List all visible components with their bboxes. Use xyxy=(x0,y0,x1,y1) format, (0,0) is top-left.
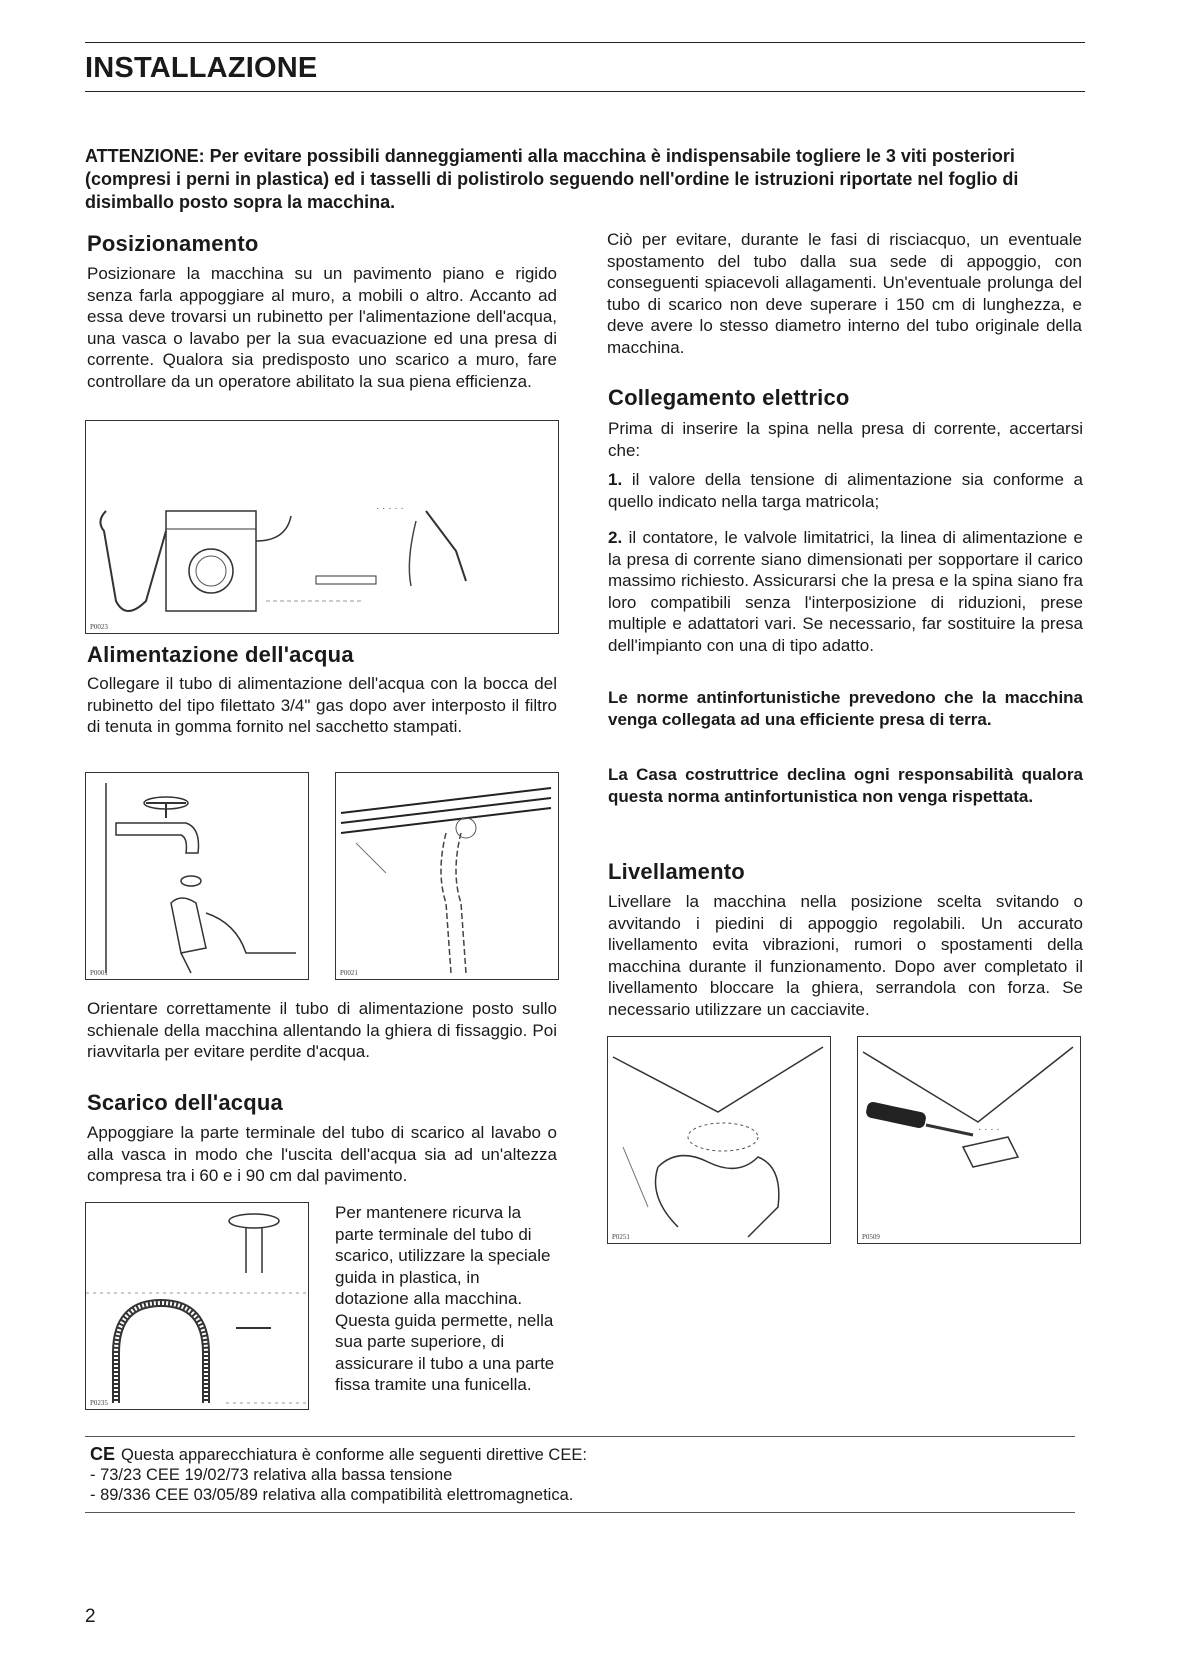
compliance-block xyxy=(90,1444,587,1505)
heading-livellamento: Livellamento xyxy=(608,859,745,884)
item2-text: il contatore, le valvole limitatrici, la linea di alimentazione e la presa di corrente siano dimensionati per sopportare il carico massimo richiesto. Assicurarsi che la presa e la spina siano fra loro compatibili senza l'interposizione di riduzioni, prese multiple e adattatori vari. Se necessario, far sostituire la presa dell'impianto con una di tipo adatto. xyxy=(608,528,1083,655)
text-alimentazione-2: Orientare correttamente il tubo di alimentazione posto sullo schienale della macchina allentando la ghiera di fissaggio. Poi riavvitarla per evitare perdite d'acqua. xyxy=(87,999,557,1061)
figure-hose-back xyxy=(335,772,559,980)
figure-code-2: P0001 xyxy=(90,969,108,977)
compliance-line-1 xyxy=(90,1444,587,1465)
compliance-top-rule xyxy=(85,1436,1075,1437)
text-responsabilita: La Casa costruttrice declina ogni responsabilità qualora questa norma antinfortunistica non venga rispettata. xyxy=(608,765,1083,806)
warning-text: ATTENZIONE: Per evitare possibili danneggiamenti alla macchina è indispensabile togliere le 3 viti posteriori (compresi i perni in plastica) ed i tasselli di polistirolo seguendo nell'ordine le istruzioni riportate nel foglio di disimballo posto sopra la macchina. xyxy=(85,146,1019,212)
text-scarico: Appoggiare la parte terminale del tubo di scarico al lavabo o alla vasca in modo che l'uscita dell'acqua sia ad un'altezza compresa tra i 60 e i 90 cm dal pavimento. xyxy=(87,1123,557,1185)
figure-code-3: P0021 xyxy=(340,969,358,977)
leveling-hand-illustration xyxy=(608,1037,830,1243)
washing-machine-illustration xyxy=(86,421,558,633)
figure-leveling-screwdriver xyxy=(857,1036,1081,1244)
figure-code-4: P0235 xyxy=(90,1399,108,1407)
figure-drain-hose xyxy=(85,1202,309,1410)
text-elettrico-item1 xyxy=(608,469,1083,512)
text-posizionamento: Posizionare la macchina su un pavimento piano e rigido senza farla appoggiare al muro, a mobili o altro. Accanto ad essa deve trovarsi un rubinetto per l'alimentazione dell'acqua, una vasca o lavabo per la sua evacuazione ed una presa di corrente. Qualora sia predisposto uno scarico a muro, fare controllare da un operatore abilitato la sua piena efficienza. xyxy=(87,264,557,391)
heading-elettrico: Collegamento elettrico xyxy=(608,385,850,410)
item1-text: il valore della tensione di alimentazione sia conforme a quello indicato nella targa matricola; xyxy=(608,470,1083,511)
figure-code-6: P0509 xyxy=(862,1233,880,1241)
svg-text:· · · ·: · · · · xyxy=(978,1124,1000,1135)
figure-machine-installation xyxy=(85,420,559,634)
heading-scarico: Scarico dell'acqua xyxy=(87,1090,283,1115)
hose-back-illustration xyxy=(336,773,558,979)
text-elettrico-intro: Prima di inserire la spina nella presa di corrente, accertarsi che: xyxy=(608,419,1083,460)
leveling-screwdriver-illustration xyxy=(858,1037,1080,1243)
text-continua: Ciò per evitare, durante le fasi di risciacquo, un eventuale spostamento del tubo dalla sua sede di appoggio, con conseguenti spiacevoli allagamenti. Un'eventuale prolunga del tubo di scarico non deve superare i 150 cm di lunghezza, e deve avere lo stesso diametro interno del tubo originale della macchina. xyxy=(607,230,1082,357)
text-elettrico-item2 xyxy=(608,527,1083,656)
text-alimentazione: Collegare il tubo di alimentazione dell'acqua con la bocca del rubinetto del tipo filettato 3/4" gas dopo aver interposto il filtro di tenuta in gomma fornito nel sacchetto stampati. xyxy=(87,674,557,736)
title-rule xyxy=(85,91,1085,92)
figure-code-5: P0251 xyxy=(612,1233,630,1241)
svg-text:· · · · ·: · · · · · xyxy=(376,503,404,514)
heading-alimentazione: Alimentazione dell'acqua xyxy=(87,642,354,667)
item1-number: 1. xyxy=(608,470,623,489)
figure-faucet xyxy=(85,772,309,980)
heading-posizionamento: Posizionamento xyxy=(87,231,259,256)
compliance-line-2: - 73/23 CEE 19/02/73 relativa alla bassa tensione xyxy=(90,1466,453,1484)
compliance-text-1: Questa apparecchiatura è conforme alle seguenti direttive CEE: xyxy=(121,1446,587,1464)
top-rule xyxy=(85,42,1085,43)
compliance-bottom-rule xyxy=(85,1512,1075,1513)
ce-mark: CE xyxy=(90,1444,116,1464)
faucet-illustration xyxy=(86,773,308,979)
page-number: 2 xyxy=(85,1606,96,1627)
page-title: INSTALLAZIONE xyxy=(85,52,318,84)
text-livellamento: Livellare la macchina nella posizione scelta svitando o avvitando i piedini di appoggio regolabili. Un accurato livellamento evita vibrazioni, rumori o spostamenti della macchina durante il funzionamento. Dopo aver completato il livellamento bloccare la ghiera, serrandola con forza. Se necessario utilizzare un cacciavite. xyxy=(608,892,1083,1019)
item2-number: 2. xyxy=(608,528,623,547)
compliance-line-3: - 89/336 CEE 03/05/89 relativa alla compatibilità elettromagnetica. xyxy=(90,1486,574,1504)
text-norme: Le norme antinfortunistiche prevedono che la macchina venga collegata ad una efficiente presa di terra. xyxy=(608,688,1083,729)
drain-hose-illustration xyxy=(86,1203,308,1409)
figure-leveling-hand xyxy=(607,1036,831,1244)
text-scarico-2: Per mantenere ricurva la parte terminale del tubo di scarico, utilizzare la speciale guida in plastica, in dotazione alla macchina. Questa guida permette, nella sua parte superiore, di assicurare il tubo a una parte fissa tramite una funicella. xyxy=(335,1203,555,1394)
figure-code-1: P0023 xyxy=(90,623,108,631)
